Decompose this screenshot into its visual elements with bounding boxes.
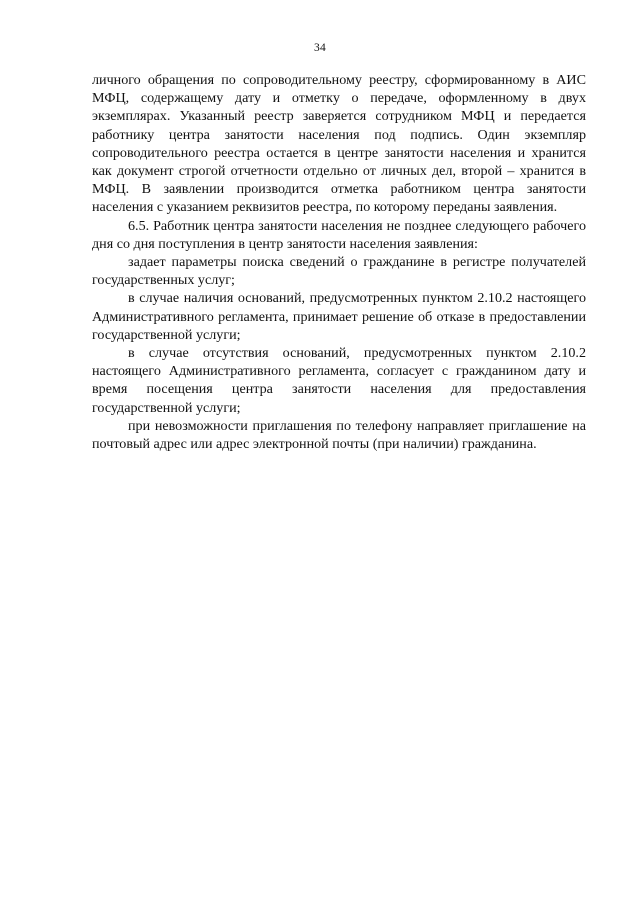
paragraph-section-6-5: 6.5. Работник центра занятости населения не позднее следующего рабочего дня со дня поступления в центр занятости населения заявления: <box>92 217 586 252</box>
paragraph-refusal-decision: в случае наличия оснований, предусмотренных пунктом 2.10.2 настоящего Административного регламента, принимает решение об отказе в предоставлении государственной услуги; <box>92 290 586 343</box>
paragraph-search-parameters: задает параметры поиска сведений о гражданине в регистре получателей государственных услуг; <box>92 254 586 289</box>
paragraph-continuation: личного обращения по сопроводительному реестру, сформированному в АИС МФЦ, содержащему дату и отметку о передаче, оформленному в двух экземплярах. Указанный реестр заверяется сотрудником МФЦ и передается работнику центра занятости населения под подпись. Один экземпляр сопроводительного реестра остается в центре занятости населения и хранится как документ строгой отчетности отдельно от личных дел, второй – хранится в МФЦ. В заявлении производится отметка работником центра занятости населения с указанием реквизитов реестра, по которому переданы заявления. <box>92 72 586 216</box>
page-number: 34 <box>314 42 326 54</box>
paragraph-invitation-by-mail: при невозможности приглашения по телефону направляет приглашение на почтовый адрес или адрес электронной почты (при наличии) гражданина. <box>92 417 586 453</box>
paragraph-appointment-agreement: в случае отсутствия оснований, предусмотренных пунктом 2.10.2 настоящего Административного регламента, согласует с гражданином дату и время посещения центра занятости населения для предоставления государственной услуги; <box>92 345 586 416</box>
document-body <box>92 71 586 453</box>
